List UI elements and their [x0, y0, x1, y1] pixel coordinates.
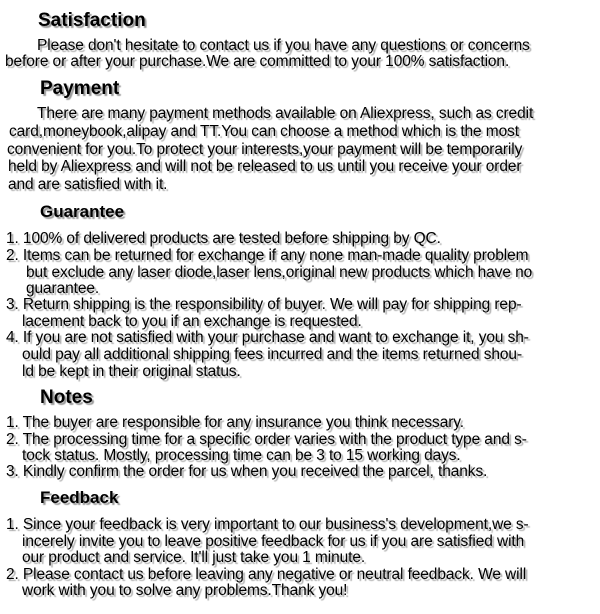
- feedback-line-1: 1. Since your feedback is very important to our business's development,we s-: [6, 516, 529, 533]
- guarantee-line-1: 1. 100% of delivered products are tested before shipping by QC.: [6, 230, 441, 247]
- guarantee-heading: Guarantee: [40, 202, 125, 221]
- payment-line-1: There are many payment methods available on Aliexpress, such as credit: [37, 105, 534, 122]
- guarantee-line-2: 2. Items can be returned for exchange if any none man-made quality problem: [6, 247, 529, 264]
- notes-line-3: tock status. Mostly, processing time can be 3 to 15 working days.: [22, 447, 461, 464]
- guarantee-line-6: lacement back to you if an exchange is requested.: [22, 313, 362, 330]
- feedback-heading: Feedback: [40, 488, 119, 507]
- payment-line-2: card,moneybook,alipay and TT.You can choose a method which is the most: [9, 123, 519, 140]
- guarantee-line-8: ould pay all additional shipping fees incurred and the items returned shou-: [22, 346, 523, 363]
- satisfaction-heading: Satisfaction: [38, 10, 146, 31]
- guarantee-line-7: 4. If you are not satisfied with your purchase and want to exchange it, you sh-: [6, 329, 529, 346]
- satisfaction-line-1: Please don't hesitate to contact us if you have any questions or concerns: [37, 37, 530, 54]
- notes-line-4: 3. Kindly confirm the order for us when you received the parcel, thanks.: [6, 463, 488, 480]
- guarantee-line-9: ld be kept in their original status.: [22, 363, 241, 380]
- guarantee-line-4: guarantee.: [26, 280, 100, 297]
- feedback-line-2: incerely invite you to leave positive feedback for us if you are satisfied with: [22, 533, 525, 550]
- feedback-line-4: 2. Please contact us before leaving any negative or neutral feedback. We will: [6, 566, 527, 583]
- payment-heading: Payment: [40, 78, 120, 99]
- satisfaction-line-2: before or after your purchase.We are committed to your 100% satisfaction.: [5, 53, 510, 70]
- feedback-line-3: our product and service. It'll just take you 1 minute.: [22, 549, 366, 566]
- guarantee-line-5: 3. Return shipping is the responsibility of buyer. We will pay for shipping rep-: [6, 296, 522, 313]
- feedback-line-5: work with you to solve any problems.Thank you!: [22, 582, 348, 599]
- notes-line-2: 2. The processing time for a specific order varies with the product type and s-: [6, 431, 527, 448]
- notes-heading: Notes: [40, 387, 93, 408]
- guarantee-line-3: but exclude any laser diode,laser lens,original new products which have no: [26, 264, 533, 281]
- notes-line-1: 1. The buyer are responsible for any insurance you think necessary.: [6, 414, 464, 431]
- payment-line-4: held by Aliexpress and will not be released to us until you receive your order: [8, 158, 522, 175]
- payment-line-5: and are satisfied with it.: [8, 176, 168, 193]
- payment-line-3: convenient for you.To protect your interests,your payment will be temporarily: [7, 141, 523, 158]
